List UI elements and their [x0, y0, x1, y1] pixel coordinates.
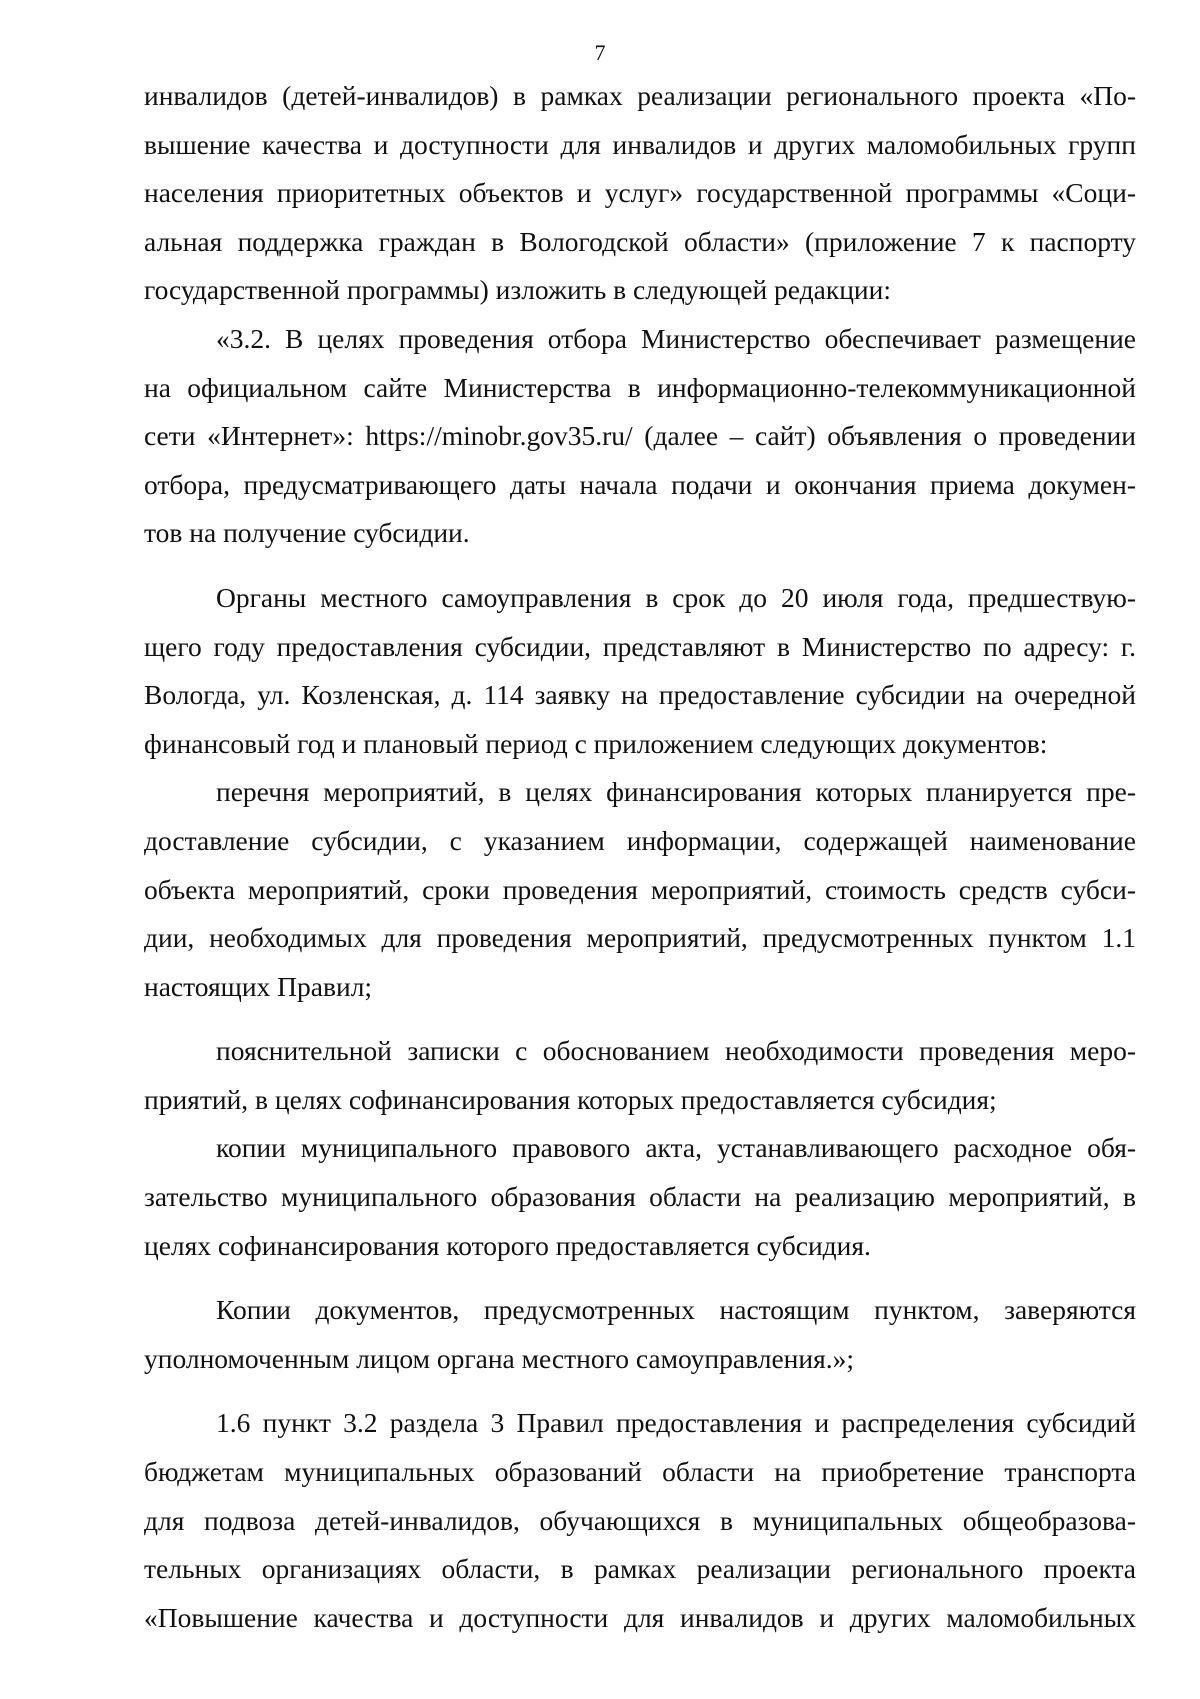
text-line: пояснительной записки с обоснованием необходимости проведения меро-: [216, 1035, 1136, 1067]
text-line: на официальном сайте Министерства в информационно-телекоммуникационной: [144, 371, 1136, 403]
text-line: сети «Интернет»: https://minobr.gov35.ru/ (далее – сайт) объявления о проведении: [144, 420, 1136, 452]
text-line: населения приоритетных объектов и услуг» государственной программы «Соци-: [144, 177, 1136, 209]
text-line: финансовый год и плановый период с приложением следующих документов:: [144, 727, 1048, 759]
text-line: для подвоза детей-инвалидов, обучающихся в муниципальных общеобразова-: [144, 1504, 1136, 1536]
document-body: [144, 72, 1136, 1642]
text-line: копии муниципального правового акта, устанавливающего расходное обя-: [216, 1132, 1136, 1164]
text-line: бюджетам муниципальных образований области на приобретение транспорта: [144, 1456, 1136, 1488]
text-line: тельных организациях области, в рамках реализации регионального проекта: [144, 1553, 1136, 1585]
text-line: «3.2. В целях проведения отбора Министерство обеспечивает размещение: [216, 322, 1136, 354]
text-line: альная поддержка граждан в Вологодской области» (приложение 7 к паспорту: [144, 225, 1136, 257]
text-line: 1.6 пункт 3.2 раздела 3 Правил предоставления и распределения субсидий: [216, 1407, 1136, 1439]
text-line: доставление субсидии, с указанием информации, содержащей наименование: [144, 824, 1136, 856]
text-line: Копии документов, предусмотренных настоящим пунктом, заверяются: [216, 1294, 1136, 1326]
page-number: 7: [594, 40, 606, 65]
text-line: Органы местного самоуправления в срок до 20 июля года, предшествую-: [216, 581, 1136, 613]
text-line: объекта мероприятий, сроки проведения мероприятий, стоимость средств субси-: [144, 873, 1136, 905]
text-line: дии, необходимых для проведения мероприятий, предусмотренных пунктом 1.1: [144, 922, 1136, 954]
text-line: Вологда, ул. Козленская, д. 114 заявку на предоставление субсидии на очередной: [144, 679, 1136, 711]
paragraph-p1: [144, 72, 1136, 315]
text-line: зательство муниципального образования области на реализацию мероприятий, в: [144, 1181, 1136, 1213]
text-line: государственной программы) изложить в следующей редакции:: [144, 274, 891, 306]
text-line: «Повышение качества и доступности для инвалидов и других маломобильных: [144, 1601, 1136, 1633]
paragraph-p6: [144, 1124, 1136, 1270]
text-line: приятий, в целях софинансирования которых предоставляется субсидия;: [144, 1083, 997, 1115]
text-line: целях софинансирования которого предоставляется субсидия.: [144, 1229, 871, 1261]
paragraph-p7: [144, 1286, 1136, 1383]
paragraph-p5: [144, 1027, 1136, 1124]
text-line: уполномоченным лицом органа местного самоуправления.»;: [144, 1342, 855, 1374]
text-line: настоящих Правил;: [144, 970, 373, 1002]
paragraph-p3: [144, 574, 1136, 768]
text-line: вышение качества и доступности для инвалидов и других маломобильных групп: [144, 128, 1136, 160]
text-line: тов на получение субсидии.: [144, 517, 470, 549]
paragraph-p4: [144, 768, 1136, 1011]
text-line: перечня мероприятий, в целях финансирования которых планируется пре-: [216, 776, 1136, 808]
text-line: отбора, предусматривающего даты начала подачи и окончания приема докумен-: [144, 468, 1136, 500]
text-line: инвалидов (детей-инвалидов) в рамках реализации регионального проекта «По-: [144, 80, 1136, 111]
text-line: щего году предоставления субсидии, представляют в Министерство по адресу: г.: [144, 630, 1136, 662]
paragraph-p2: [144, 315, 1136, 558]
paragraph-p8: [144, 1399, 1136, 1642]
